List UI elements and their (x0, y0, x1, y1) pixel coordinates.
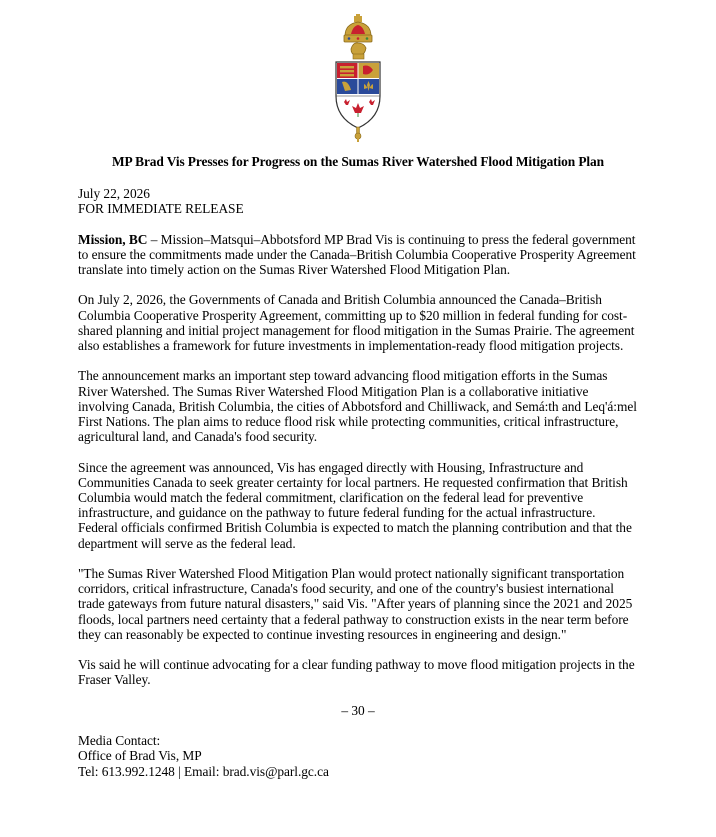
release-body (78, 186, 638, 779)
media-contact (78, 733, 638, 779)
contact-heading: Media Contact: (78, 733, 161, 749)
shield-icon (336, 62, 380, 128)
paragraph-5: "The Sumas River Watershed Flood Mitigation Plan would protect nationally significant transportation corridors, critical infrastructure, Canada's food security, and one of the country's busiest international trade gateways from future natural disasters," said Vis. "After years of planning since the 2021 and 2025 floods, local partners need certainty that a federal pathway to construction exists in the near term before they can reasonably be expected to continue investing resources in engineering and design." (78, 566, 633, 642)
release-label: FOR IMMEDIATE RELEASE (78, 201, 244, 217)
crown-icon (344, 14, 372, 42)
paragraph-4: Since the agreement was announced, Vis has engaged directly with Housing, Infrastructure and Communities Canada to seek greater certainty for local partners. He requested confirmation that British Columbia would match the federal commitment, clarification on the federal lead for preventive infrastructure, and guidance on the pathway to future federal funding for the actual infrastructure. Federal officials confirmed British Columbia is expected to match the planning contribution and that the department will serve as the federal lead. (78, 459, 632, 551)
release-date: July 22, 2026 (78, 186, 150, 201)
paragraph-1 (78, 232, 638, 278)
end-mark: – 30 – (341, 702, 375, 718)
dateline (78, 186, 638, 216)
paragraph-3: The announcement marks an important step toward advancing flood mitigation efforts in the Sumas River Watershed. The Sumas River Watershed Flood Mitigation Plan is a collaborative initiative involving Canada, British Columbia, the cities of Abbotsford and Chilliwack, and Semá:th and Leq'á:mel First Nations. The plan aims to reduce flood risk while protecting communities, critical infrastructure, agricultural land, and Canada's food security. (78, 368, 637, 445)
contact-office: Office of Brad Vis, MP (78, 748, 202, 764)
headline: MP Brad Vis Presses for Progress on the Sumas River Watershed Flood Mitigation Plan (112, 154, 604, 169)
paragraph-2: On July 2, 2026, the Governments of Canada and British Columbia announced the Canada–British Columbia Cooperative Prosperity Agreement, committing up to $20 million in federal funding for cost-shared planning and initial project management for flood mitigation in the Sumas Prairie. The agreement also establishes a framework for future investments in implementation-ready flood mitigation projects. (78, 292, 635, 353)
contact-details: Tel: 613.992.1248 | Email: brad.vis@parl.gc.ca (78, 763, 329, 779)
coat-of-arms-icon (331, 14, 385, 142)
paragraph-6: Vis said he will continue advocating for a clear funding pathway to move flood mitigation projects in the Fraser Valley. (78, 657, 635, 688)
dateline-location: Mission, BC (78, 231, 148, 247)
paragraph-1-text: – Mission–Matsqui–Abbotsford MP Brad Vis is continuing to press the federal government to ensure the commitments made under the Canada–British Columbia Cooperative Prosperity Agreement translate into timely action on the Sumas River Watershed Flood Mitigation Plan. (78, 231, 636, 277)
